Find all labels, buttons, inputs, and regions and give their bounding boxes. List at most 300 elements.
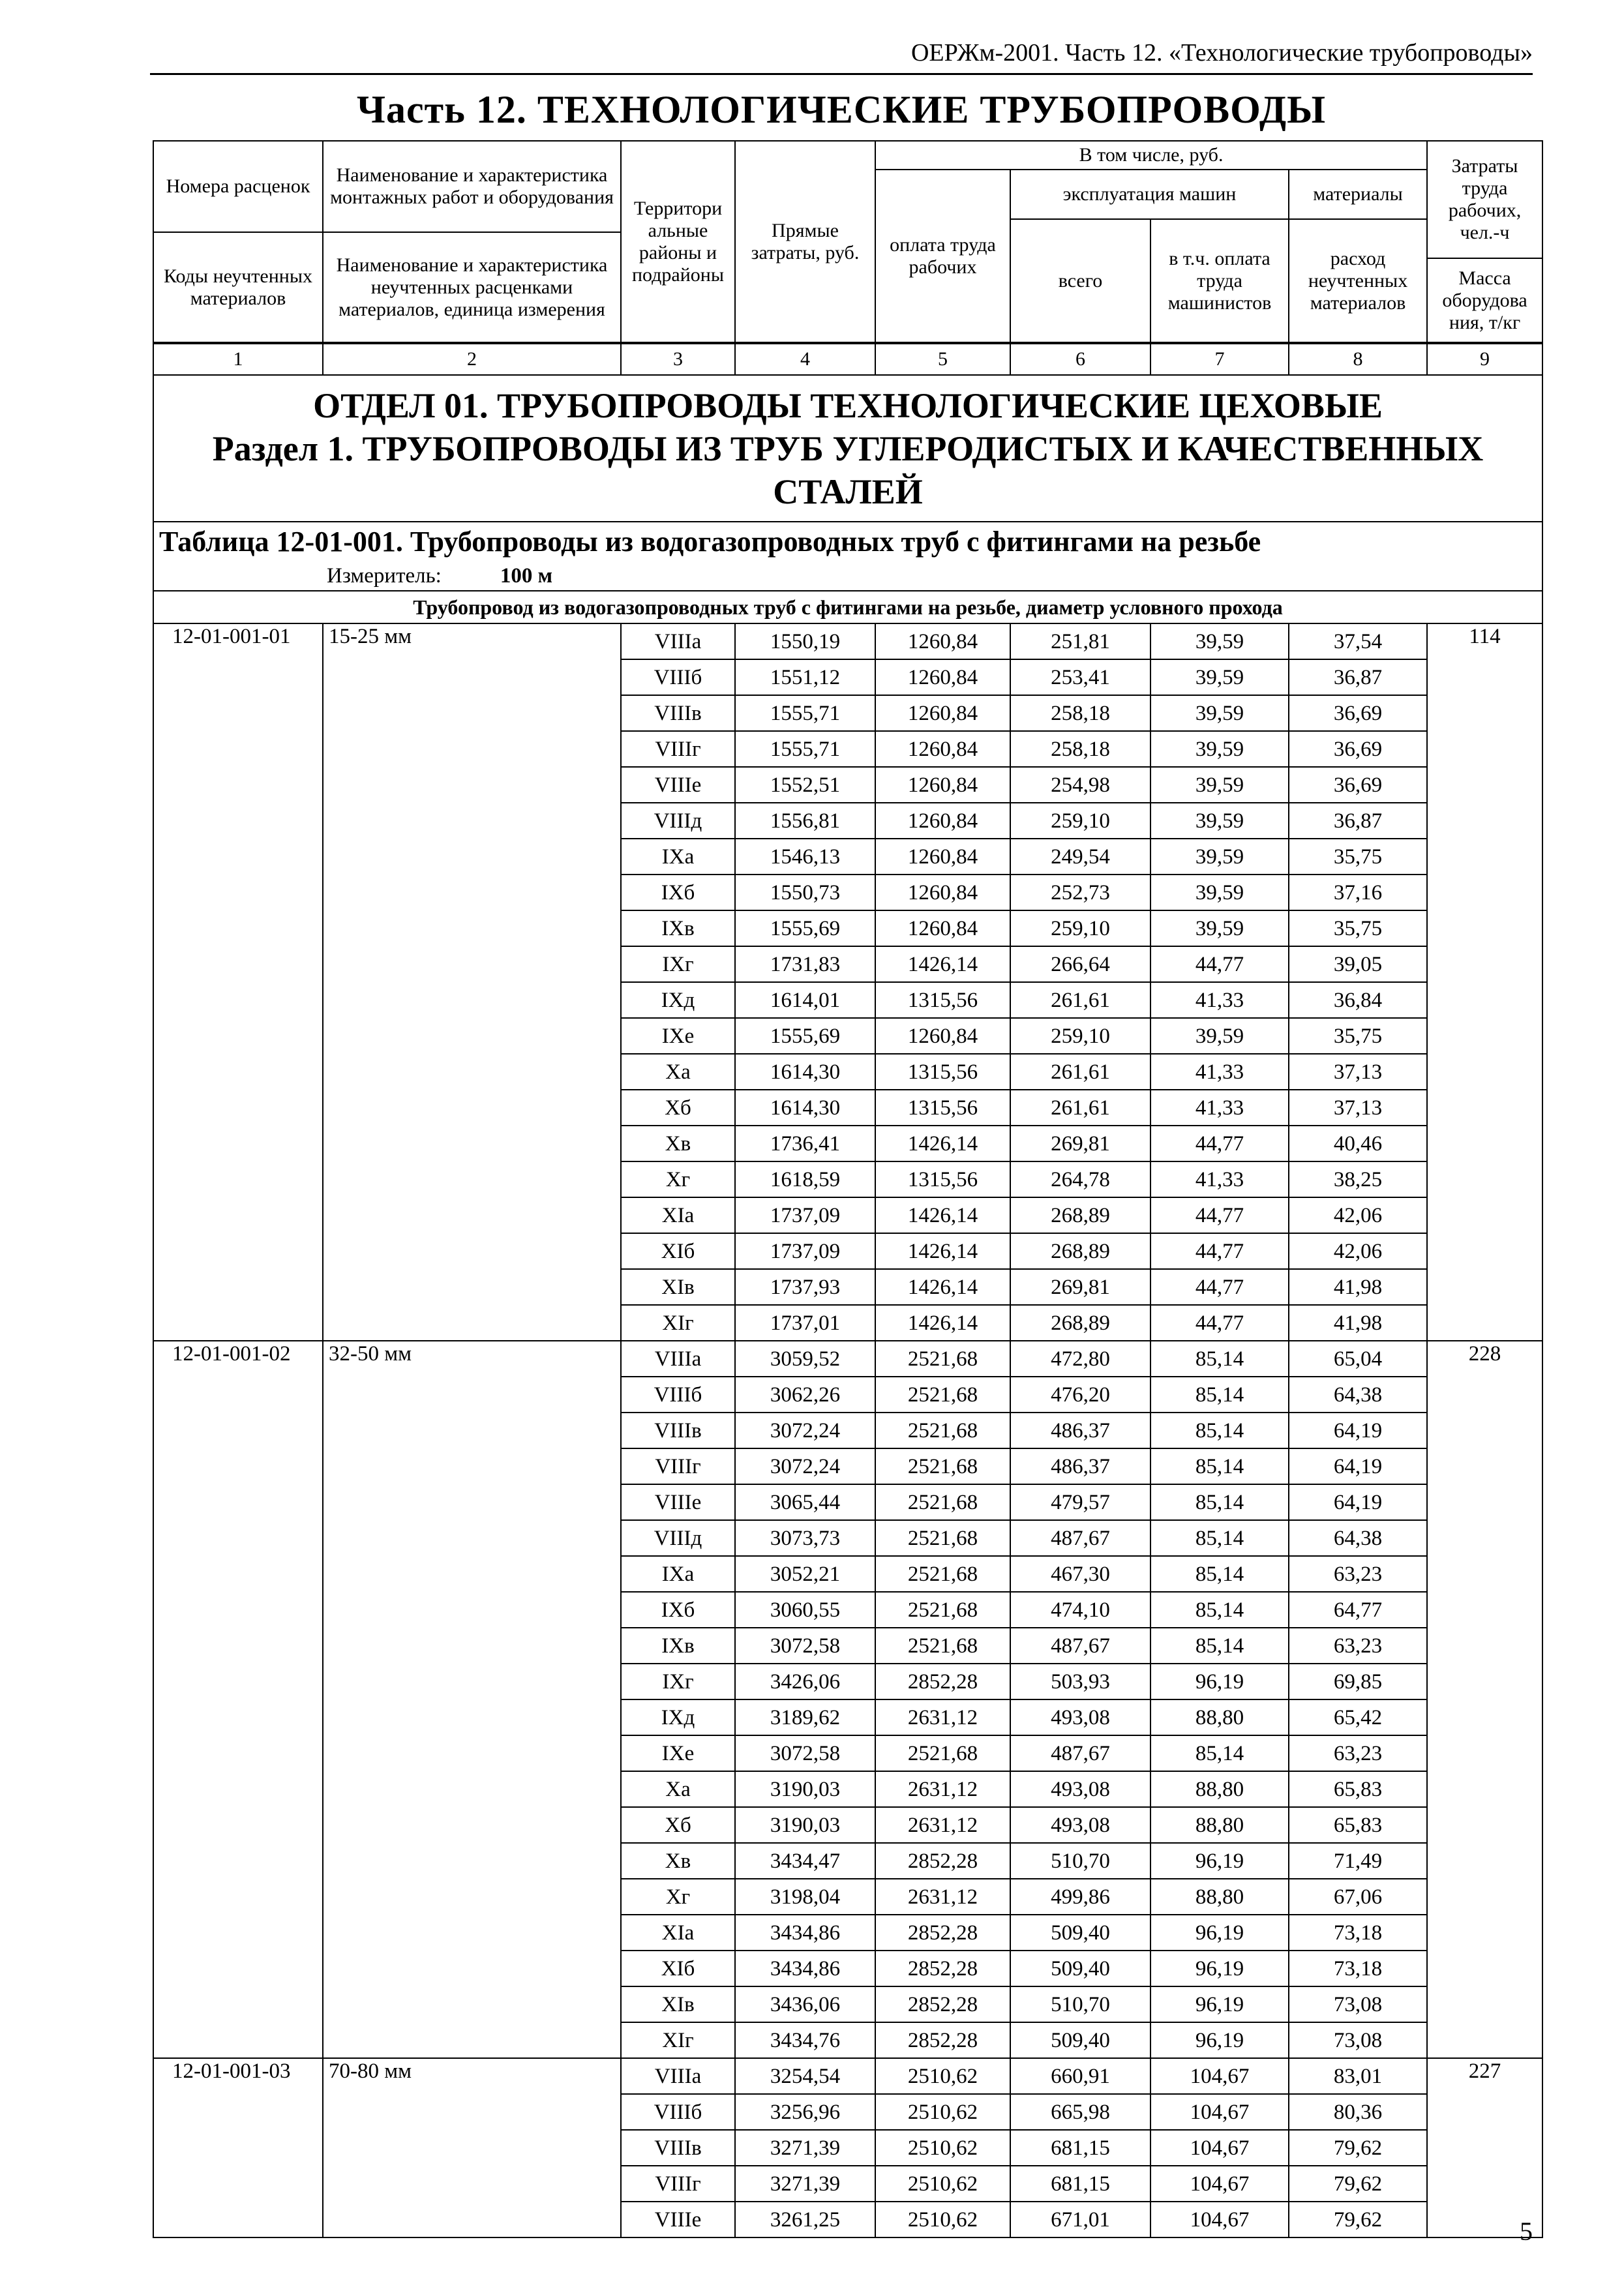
materials-cell: 37,54: [1289, 623, 1427, 659]
territory-cell: Xв: [621, 1843, 735, 1879]
territory-cell: Xг: [621, 1161, 735, 1197]
machines-total-cell: 259,10: [1010, 910, 1150, 946]
materials-cell: 79,62: [1289, 2130, 1427, 2166]
direct-costs-cell: 3426,06: [735, 1664, 875, 1699]
direct-costs-cell: 1737,09: [735, 1197, 875, 1233]
operators-pay-cell: 44,77: [1150, 1269, 1289, 1305]
direct-costs-cell: 1614,30: [735, 1090, 875, 1126]
territory-cell: VIIIд: [621, 803, 735, 839]
meter-label: Измеритель:: [327, 564, 442, 588]
materials-cell: 36,87: [1289, 803, 1427, 839]
operators-pay-cell: 39,59: [1150, 839, 1289, 875]
territory-cell: Xб: [621, 1090, 735, 1126]
operators-pay-cell: 39,59: [1150, 659, 1289, 695]
header-machines-total: всего: [1010, 219, 1150, 343]
operators-pay-cell: 88,80: [1150, 1879, 1289, 1915]
direct-costs-cell: 1556,81: [735, 803, 875, 839]
direct-costs-cell: 1546,13: [735, 839, 875, 875]
worker-pay-cell: 2510,62: [875, 2094, 1010, 2130]
column-number: 5: [875, 343, 1010, 375]
operators-pay-cell: 41,33: [1150, 1161, 1289, 1197]
operators-pay-cell: 39,59: [1150, 1018, 1289, 1054]
razdel-title: Раздел 1. ТРУБОПРОВОДЫ ИЗ ТРУБ УГЛЕРОДИСТЫХ И КАЧЕСТВЕННЫХ СТАЛЕЙ: [212, 428, 1484, 511]
header-materials-name: Наименование и характеристика неучтенных расценками материалов, единица измерения: [323, 232, 621, 343]
machines-total-cell: 660,91: [1010, 2058, 1150, 2094]
direct-costs-cell: 1736,41: [735, 1126, 875, 1161]
territory-cell: Xa: [621, 1771, 735, 1807]
materials-cell: 64,38: [1289, 1377, 1427, 1413]
table-title: Таблица 12-01-001. Трубопроводы из водогазопроводных труб с фитингами на резьбе: [153, 522, 1542, 561]
materials-cell: 40,46: [1289, 1126, 1427, 1161]
worker-pay-cell: 1260,84: [875, 910, 1010, 946]
direct-costs-cell: 1551,12: [735, 659, 875, 695]
machines-total-cell: 467,30: [1010, 1556, 1150, 1592]
materials-cell: 37,16: [1289, 875, 1427, 910]
column-number: 6: [1010, 343, 1150, 375]
machines-total-cell: 510,70: [1010, 1843, 1150, 1879]
meter-row: [153, 561, 1542, 591]
operators-pay-cell: 39,59: [1150, 767, 1289, 803]
materials-cell: 64,19: [1289, 1413, 1427, 1448]
column-number: 3: [621, 343, 735, 375]
machines-total-cell: 493,08: [1010, 1699, 1150, 1735]
machines-total-cell: 269,81: [1010, 1126, 1150, 1161]
territory-cell: IXa: [621, 839, 735, 875]
materials-cell: 65,83: [1289, 1807, 1427, 1843]
operators-pay-cell: 39,59: [1150, 875, 1289, 910]
header-materials: материалы: [1289, 170, 1427, 219]
territory-cell: VIIIб: [621, 1377, 735, 1413]
operators-pay-cell: 44,77: [1150, 1197, 1289, 1233]
worker-pay-cell: 1315,56: [875, 1161, 1010, 1197]
worker-pay-cell: 2521,68: [875, 1520, 1010, 1556]
worker-pay-cell: 1315,56: [875, 1054, 1010, 1090]
rate-code: 12-01-001-03: [153, 2058, 323, 2237]
operators-pay-cell: 44,77: [1150, 1305, 1289, 1341]
direct-costs-cell: 3052,21: [735, 1556, 875, 1592]
materials-cell: 42,06: [1289, 1197, 1427, 1233]
operators-pay-cell: 41,33: [1150, 1090, 1289, 1126]
territory-cell: IXд: [621, 1699, 735, 1735]
machines-total-cell: 476,20: [1010, 1377, 1150, 1413]
territory-cell: VIIIв: [621, 695, 735, 731]
direct-costs-cell: 1550,19: [735, 623, 875, 659]
machines-total-cell: 259,10: [1010, 803, 1150, 839]
column-number: 2: [323, 343, 621, 375]
machines-total-cell: 487,67: [1010, 1628, 1150, 1664]
worker-pay-cell: 1426,14: [875, 1305, 1010, 1341]
materials-cell: 37,13: [1289, 1090, 1427, 1126]
table-row: [153, 1341, 1542, 1377]
territory-cell: XIг: [621, 1305, 735, 1341]
machines-total-cell: 486,37: [1010, 1448, 1150, 1484]
direct-costs-cell: 1555,69: [735, 910, 875, 946]
table-row: [153, 623, 1542, 659]
territory-cell: VIIIе: [621, 1484, 735, 1520]
territory-cell: IXб: [621, 875, 735, 910]
operators-pay-cell: 88,80: [1150, 1699, 1289, 1735]
machines-total-cell: 252,73: [1010, 875, 1150, 910]
worker-pay-cell: 2521,68: [875, 1592, 1010, 1628]
header-direct-costs: Прямые затраты, руб.: [735, 141, 875, 343]
worker-pay-cell: 2521,68: [875, 1448, 1010, 1484]
operators-pay-cell: 39,59: [1150, 623, 1289, 659]
table-row: [153, 2058, 1542, 2094]
territory-cell: Xг: [621, 1879, 735, 1915]
territory-cell: XIб: [621, 1951, 735, 1986]
header-work-name: Наименование и характеристика монтажных работ и оборудования: [323, 141, 621, 232]
territory-cell: VIIIд: [621, 1520, 735, 1556]
worker-pay-cell: 1260,84: [875, 731, 1010, 767]
materials-cell: 73,18: [1289, 1951, 1427, 1986]
operators-pay-cell: 44,77: [1150, 1233, 1289, 1269]
machines-total-cell: 474,10: [1010, 1592, 1150, 1628]
direct-costs-cell: 3271,39: [735, 2166, 875, 2202]
territory-cell: VIIIa: [621, 2058, 735, 2094]
operators-pay-cell: 96,19: [1150, 2022, 1289, 2058]
column-number: 8: [1289, 343, 1427, 375]
direct-costs-cell: 3271,39: [735, 2130, 875, 2166]
meter-value: 100 м: [500, 564, 553, 588]
machines-total-cell: 510,70: [1010, 1986, 1150, 2022]
territory-cell: VIIIб: [621, 2094, 735, 2130]
materials-cell: 39,05: [1289, 946, 1427, 982]
operators-pay-cell: 39,59: [1150, 910, 1289, 946]
territory-cell: IXб: [621, 1592, 735, 1628]
direct-costs-cell: 1555,71: [735, 695, 875, 731]
operators-pay-cell: 85,14: [1150, 1520, 1289, 1556]
operators-pay-cell: 104,67: [1150, 2166, 1289, 2202]
machines-total-cell: 509,40: [1010, 1915, 1150, 1951]
machines-total-cell: 479,57: [1010, 1484, 1150, 1520]
direct-costs-cell: 3065,44: [735, 1484, 875, 1520]
direct-costs-cell: 3434,86: [735, 1915, 875, 1951]
worker-pay-cell: 1260,84: [875, 659, 1010, 695]
header-materials-codes: Коды неучтенных материалов: [153, 232, 323, 343]
worker-pay-cell: 2510,62: [875, 2202, 1010, 2237]
territory-cell: XIг: [621, 2022, 735, 2058]
materials-cell: 71,49: [1289, 1843, 1427, 1879]
operators-pay-cell: 39,59: [1150, 695, 1289, 731]
operators-pay-cell: 88,80: [1150, 1807, 1289, 1843]
materials-cell: 73,08: [1289, 2022, 1427, 2058]
direct-costs-cell: 3073,73: [735, 1520, 875, 1556]
machines-total-cell: 493,08: [1010, 1807, 1150, 1843]
running-header: ОЕРЖм-2001. Часть 12. «Технологические трубопроводы»: [910, 39, 1533, 67]
territory-cell: IXе: [621, 1735, 735, 1771]
operators-pay-cell: 104,67: [1150, 2094, 1289, 2130]
territory-cell: VIIIв: [621, 1413, 735, 1448]
machines-total-cell: 259,10: [1010, 1018, 1150, 1054]
materials-cell: 37,13: [1289, 1054, 1427, 1090]
worker-pay-cell: 2631,12: [875, 1771, 1010, 1807]
materials-cell: 67,06: [1289, 1879, 1427, 1915]
territory-cell: Xв: [621, 1126, 735, 1161]
worker-pay-cell: 1260,84: [875, 623, 1010, 659]
header-worker-pay: оплата труда рабочих: [875, 170, 1010, 343]
machines-total-cell: 264,78: [1010, 1161, 1150, 1197]
machines-total-cell: 509,40: [1010, 2022, 1150, 2058]
territory-cell: Xa: [621, 1054, 735, 1090]
worker-pay-cell: 2521,68: [875, 1341, 1010, 1377]
worker-pay-cell: 1260,84: [875, 803, 1010, 839]
worker-pay-cell: 2510,62: [875, 2058, 1010, 2094]
territory-cell: IXв: [621, 1628, 735, 1664]
materials-cell: 64,77: [1289, 1592, 1427, 1628]
section-heading: [153, 375, 1542, 522]
operators-pay-cell: 88,80: [1150, 1771, 1289, 1807]
worker-pay-cell: 2852,28: [875, 2022, 1010, 2058]
machines-total-cell: 268,89: [1010, 1305, 1150, 1341]
table-subheading: Трубопровод из водогазопроводных труб с фитингами на резьбе, диаметр условного прохода: [153, 591, 1542, 623]
materials-cell: 64,19: [1289, 1484, 1427, 1520]
operators-pay-cell: 39,59: [1150, 731, 1289, 767]
machines-total-cell: 258,18: [1010, 695, 1150, 731]
direct-costs-cell: 3198,04: [735, 1879, 875, 1915]
worker-pay-cell: 2852,28: [875, 1843, 1010, 1879]
direct-costs-cell: 1737,01: [735, 1305, 875, 1341]
materials-cell: 36,69: [1289, 731, 1427, 767]
materials-cell: 35,75: [1289, 1018, 1427, 1054]
territory-cell: XIв: [621, 1269, 735, 1305]
worker-pay-cell: 2521,68: [875, 1628, 1010, 1664]
direct-costs-cell: 3072,24: [735, 1448, 875, 1484]
direct-costs-cell: 3190,03: [735, 1771, 875, 1807]
machines-total-cell: 258,18: [1010, 731, 1150, 767]
operators-pay-cell: 96,19: [1150, 1951, 1289, 1986]
operators-pay-cell: 85,14: [1150, 1592, 1289, 1628]
operators-pay-cell: 85,14: [1150, 1377, 1289, 1413]
materials-cell: 69,85: [1289, 1664, 1427, 1699]
direct-costs-cell: 3256,96: [735, 2094, 875, 2130]
territory-cell: VIIIб: [621, 659, 735, 695]
direct-costs-cell: 3436,06: [735, 1986, 875, 2022]
worker-pay-cell: 1426,14: [875, 1126, 1010, 1161]
territory-cell: XIб: [621, 1233, 735, 1269]
materials-cell: 64,38: [1289, 1520, 1427, 1556]
direct-costs-cell: 3060,55: [735, 1592, 875, 1628]
direct-costs-cell: 1555,71: [735, 731, 875, 767]
worker-pay-cell: 1426,14: [875, 1197, 1010, 1233]
materials-cell: 63,23: [1289, 1735, 1427, 1771]
materials-cell: 36,69: [1289, 767, 1427, 803]
operators-pay-cell: 44,77: [1150, 1126, 1289, 1161]
worker-pay-cell: 2521,68: [875, 1377, 1010, 1413]
worker-pay-cell: 1260,84: [875, 695, 1010, 731]
department-title: ОТДЕЛ 01. ТРУБОПРОВОДЫ ТЕХНОЛОГИЧЕСКИЕ ЦЕХОВЫЕ: [313, 385, 1383, 425]
header-rate-numbers: Номера расценок: [153, 141, 323, 232]
territory-cell: VIIIг: [621, 1448, 735, 1484]
machines-total-cell: 509,40: [1010, 1951, 1150, 1986]
machines-total-cell: 253,41: [1010, 659, 1150, 695]
materials-cell: 64,19: [1289, 1448, 1427, 1484]
worker-pay-cell: 2521,68: [875, 1413, 1010, 1448]
direct-costs-cell: 3434,47: [735, 1843, 875, 1879]
direct-costs-cell: 1614,01: [735, 982, 875, 1018]
direct-costs-cell: 1555,69: [735, 1018, 875, 1054]
territory-cell: VIIIг: [621, 731, 735, 767]
machines-total-cell: 268,89: [1010, 1233, 1150, 1269]
machines-total-cell: 268,89: [1010, 1197, 1150, 1233]
operators-pay-cell: 85,14: [1150, 1556, 1289, 1592]
territory-cell: IXг: [621, 1664, 735, 1699]
column-number: 1: [153, 343, 323, 375]
materials-cell: 36,84: [1289, 982, 1427, 1018]
direct-costs-cell: 3062,26: [735, 1377, 875, 1413]
work-name: 15-25 мм: [323, 623, 621, 1341]
materials-cell: 35,75: [1289, 839, 1427, 875]
worker-pay-cell: 2521,68: [875, 1735, 1010, 1771]
direct-costs-cell: 3072,58: [735, 1735, 875, 1771]
materials-cell: 65,83: [1289, 1771, 1427, 1807]
territory-cell: IXв: [621, 910, 735, 946]
direct-costs-cell: 3189,62: [735, 1699, 875, 1735]
page-number: 5: [1520, 2217, 1533, 2246]
materials-cell: 36,87: [1289, 659, 1427, 695]
rate-code: 12-01-001-01: [153, 623, 323, 1341]
work-name: 32-50 мм: [323, 1341, 621, 2058]
territory-cell: VIIIг: [621, 2166, 735, 2202]
worker-pay-cell: 1315,56: [875, 1090, 1010, 1126]
worker-pay-cell: 1426,14: [875, 1269, 1010, 1305]
territory-cell: IXд: [621, 982, 735, 1018]
territory-cell: VIIIв: [621, 2130, 735, 2166]
materials-cell: 63,23: [1289, 1556, 1427, 1592]
materials-cell: 36,69: [1289, 695, 1427, 731]
machines-total-cell: 472,80: [1010, 1341, 1150, 1377]
direct-costs-cell: 3072,24: [735, 1413, 875, 1448]
machines-total-cell: 503,93: [1010, 1664, 1150, 1699]
materials-cell: 65,42: [1289, 1699, 1427, 1735]
territory-cell: XIв: [621, 1986, 735, 2022]
worker-pay-cell: 1260,84: [875, 839, 1010, 875]
machines-total-cell: 261,61: [1010, 1090, 1150, 1126]
column-number: 7: [1150, 343, 1289, 375]
worker-pay-cell: 2631,12: [875, 1879, 1010, 1915]
machines-total-cell: 254,98: [1010, 767, 1150, 803]
worker-pay-cell: 1260,84: [875, 875, 1010, 910]
machines-total-cell: 269,81: [1010, 1269, 1150, 1305]
operators-pay-cell: 96,19: [1150, 1664, 1289, 1699]
header-equipment-mass: Масса оборудова ния, т/кг: [1427, 258, 1542, 343]
header-rule: [150, 73, 1533, 75]
machines-total-cell: 499,86: [1010, 1879, 1150, 1915]
worker-pay-cell: 2521,68: [875, 1556, 1010, 1592]
territory-cell: IXе: [621, 1018, 735, 1054]
worker-pay-cell: 2521,68: [875, 1484, 1010, 1520]
worker-pay-cell: 2631,12: [875, 1807, 1010, 1843]
operators-pay-cell: 104,67: [1150, 2202, 1289, 2237]
territory-cell: VIIIa: [621, 1341, 735, 1377]
materials-cell: 63,23: [1289, 1628, 1427, 1664]
machines-total-cell: 665,98: [1010, 2094, 1150, 2130]
direct-costs-cell: 3190,03: [735, 1807, 875, 1843]
operators-pay-cell: 85,14: [1150, 1484, 1289, 1520]
machines-total-cell: 249,54: [1010, 839, 1150, 875]
direct-costs-cell: 1550,73: [735, 875, 875, 910]
worker-pay-cell: 1260,84: [875, 767, 1010, 803]
materials-cell: 35,75: [1289, 910, 1427, 946]
machines-total-cell: 487,67: [1010, 1735, 1150, 1771]
header-including: В том числе, руб.: [875, 141, 1427, 170]
machines-total-cell: 681,15: [1010, 2166, 1150, 2202]
operators-pay-cell: 39,59: [1150, 803, 1289, 839]
header-unaccounted-materials: расход неучтенных материалов: [1289, 219, 1427, 343]
direct-costs-cell: 3261,25: [735, 2202, 875, 2237]
operators-pay-cell: 104,67: [1150, 2130, 1289, 2166]
direct-costs-cell: 3059,52: [735, 1341, 875, 1377]
worker-pay-cell: 1260,84: [875, 1018, 1010, 1054]
work-name: 70-80 мм: [323, 2058, 621, 2237]
materials-cell: 65,04: [1289, 1341, 1427, 1377]
worker-pay-cell: 2510,62: [875, 2166, 1010, 2202]
worker-pay-cell: 1315,56: [875, 982, 1010, 1018]
operators-pay-cell: 96,19: [1150, 1986, 1289, 2022]
direct-costs-cell: 1737,09: [735, 1233, 875, 1269]
machines-total-cell: 671,01: [1010, 2202, 1150, 2237]
worker-pay-cell: 1426,14: [875, 1233, 1010, 1269]
rates-table: [153, 140, 1543, 2238]
machines-total-cell: 266,64: [1010, 946, 1150, 982]
territory-cell: XIa: [621, 1197, 735, 1233]
header-territory: Территори альные районы и подрайоны: [621, 141, 735, 343]
machines-total-cell: 487,67: [1010, 1520, 1150, 1556]
machines-total-cell: 261,61: [1010, 982, 1150, 1018]
operators-pay-cell: 44,77: [1150, 946, 1289, 982]
direct-costs-cell: 3434,86: [735, 1951, 875, 1986]
materials-cell: 41,98: [1289, 1269, 1427, 1305]
territory-cell: VIIIе: [621, 2202, 735, 2237]
direct-costs-cell: 1552,51: [735, 767, 875, 803]
rate-code: 12-01-001-02: [153, 1341, 323, 2058]
operators-pay-cell: 85,14: [1150, 1341, 1289, 1377]
worker-pay-cell: 2852,28: [875, 1664, 1010, 1699]
machines-total-cell: 261,61: [1010, 1054, 1150, 1090]
operators-pay-cell: 85,14: [1150, 1413, 1289, 1448]
part-title: Часть 12. ТЕХНОЛОГИЧЕСКИЕ ТРУБОПРОВОДЫ: [356, 88, 1327, 131]
header-labor: Затраты труда рабочих, чел.-ч: [1427, 141, 1542, 258]
territory-cell: VIIIa: [621, 623, 735, 659]
column-number: 4: [735, 343, 875, 375]
materials-cell: 73,08: [1289, 1986, 1427, 2022]
direct-costs-cell: 3072,58: [735, 1628, 875, 1664]
worker-pay-cell: 2510,62: [875, 2130, 1010, 2166]
direct-costs-cell: 1618,59: [735, 1161, 875, 1197]
labor-cost: 227: [1427, 2058, 1542, 2237]
materials-cell: 80,36: [1289, 2094, 1427, 2130]
machines-total-cell: 681,15: [1010, 2130, 1150, 2166]
territory-cell: XIa: [621, 1915, 735, 1951]
operators-pay-cell: 85,14: [1150, 1628, 1289, 1664]
territory-cell: Xб: [621, 1807, 735, 1843]
operators-pay-cell: 96,19: [1150, 1915, 1289, 1951]
header-operators-pay: в т.ч. оплата труда машинистов: [1150, 219, 1289, 343]
labor-cost: 228: [1427, 1341, 1542, 2058]
operators-pay-cell: 85,14: [1150, 1735, 1289, 1771]
machines-total-cell: 486,37: [1010, 1413, 1150, 1448]
materials-cell: 42,06: [1289, 1233, 1427, 1269]
operators-pay-cell: 41,33: [1150, 982, 1289, 1018]
materials-cell: 73,18: [1289, 1915, 1427, 1951]
direct-costs-cell: 1614,30: [735, 1054, 875, 1090]
worker-pay-cell: 2631,12: [875, 1699, 1010, 1735]
territory-cell: IXa: [621, 1556, 735, 1592]
operators-pay-cell: 104,67: [1150, 2058, 1289, 2094]
worker-pay-cell: 1426,14: [875, 946, 1010, 982]
direct-costs-cell: 3434,76: [735, 2022, 875, 2058]
machines-total-cell: 493,08: [1010, 1771, 1150, 1807]
materials-cell: 38,25: [1289, 1161, 1427, 1197]
